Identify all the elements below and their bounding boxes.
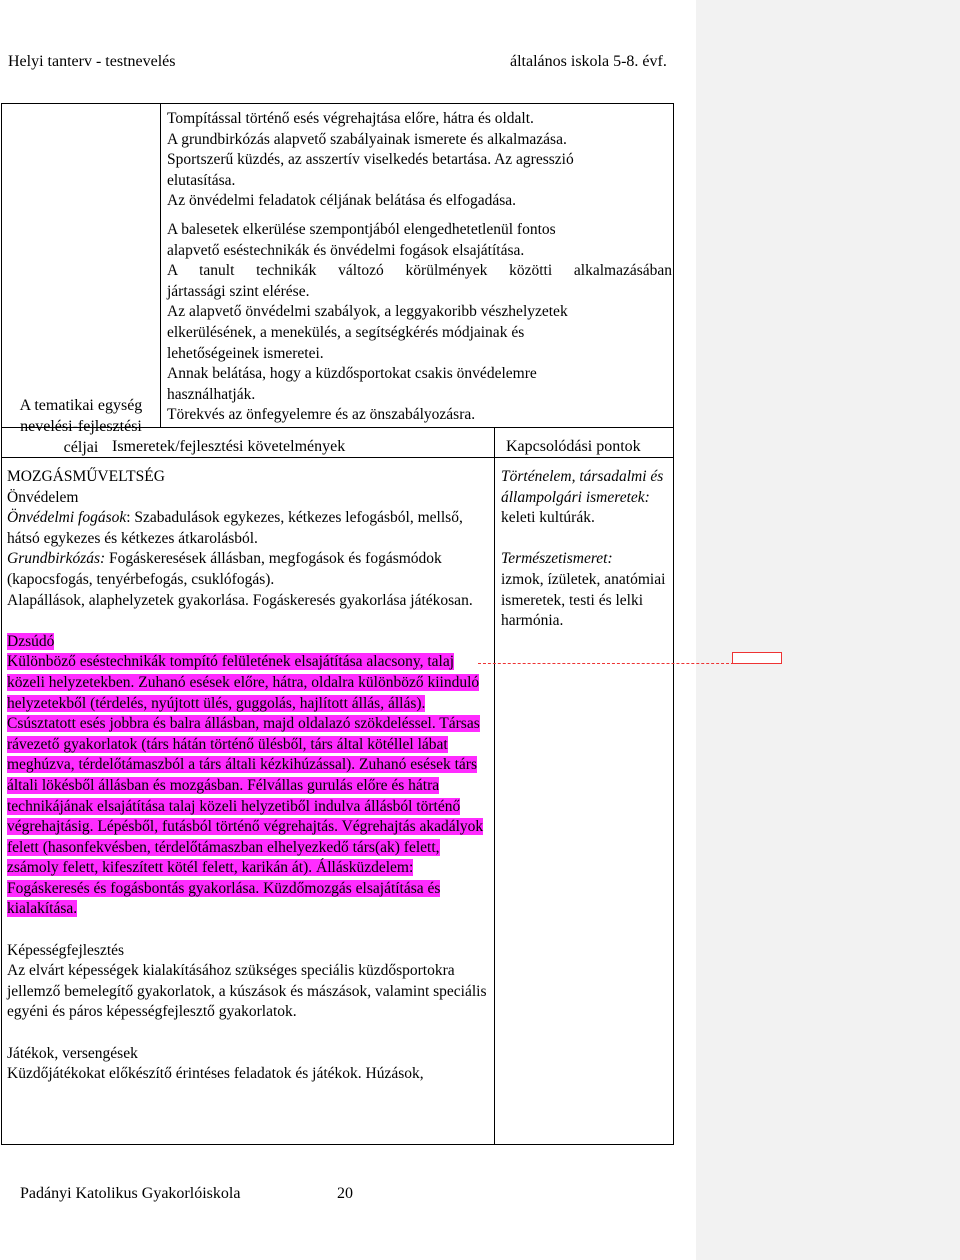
comment-connector bbox=[478, 663, 734, 664]
judo-title-text: Dzsúdó bbox=[7, 632, 55, 650]
goals-line: Az önvédelmi feladatok céljának belátása és elfogadása. bbox=[167, 192, 517, 210]
goals-line: A grundbirkózás alapvető szabályainak ismerete és alkalmazása. bbox=[167, 130, 567, 148]
self-defense-paragraph bbox=[7, 508, 493, 549]
self-defense-text: : Szabadulások egykezes, kétkezes lefogásból, mellső, hátsó egykezes és kétkezes átkarolásból. bbox=[7, 509, 463, 547]
judo-text: Különböző eséstechnikák tompító felületének elsajátítása alacsony, talaj közeli helyzetekben. Zuhanó esések előre, hátra, oldalra különböző kiinduló helyzetekből (térdelés, nyújtott ülés, guggolás, hajlított állás, állás). Csúsztatott esés jobbra és balra állásban, majd oldalazó szökdeléssel. Társas rávezető gyakorlatok (társ hátán történő ülésből, társ által kötéllel lábat meghúzva, térdelőtámaszból a társ általi kézkihúzással). Zuhanó esések társ általi lökésből állásban és mozgásban. Félvállas gurulás előre és hátra technikájának elsajátítása talaj közeli helyzetiből indulva állásból történő végrehajtásig. Lépésből, futásból történő végrehajtás. Végrehajtás akadályok felett (hasonfekvésben, térdelőtámaszban elhelyezkedő társ(ak) felett, zsámoly felett, kifeszített kötél felett, karikán át). Állásküzdelem: Fogáskeresés és fogásbontás gyakorlása. Küzdőmozgás elsajátítása és kialakítása. bbox=[7, 653, 484, 918]
goals-line: használhatják. bbox=[167, 385, 256, 403]
spacer bbox=[501, 529, 671, 550]
grund-text: Fogáskeresések állásban, megfogások és fogásmódok (kapocsfogás, tenyérbefogás, csuklófogás). bbox=[7, 550, 442, 588]
grund-paragraph bbox=[7, 549, 493, 590]
history-term: Történelem, társadalmi és állampolgári ismeretek: bbox=[501, 468, 664, 506]
header-left: Helyi tanterv - testnevelés bbox=[8, 53, 176, 70]
goals-line: A balesetek elkerülése szempontjából elengedhetetlenül fontos bbox=[167, 221, 556, 238]
goals-label-line: nevelési-fejlesztési bbox=[20, 418, 142, 435]
basic-positions-paragraph: Alapállások, alaphelyzetek gyakorlása. Fogáskeresés gyakorlása játékosan. bbox=[7, 591, 473, 609]
goals-block-2 bbox=[167, 220, 672, 426]
goals-line: elutasítása. bbox=[167, 171, 236, 189]
label-divider bbox=[160, 104, 161, 427]
section-heading: MOZGÁSMŰVELTSÉG bbox=[7, 468, 165, 485]
goals-line: alapvető eséstechnikák és önvédelmi fogások elsajátítása. bbox=[167, 241, 525, 259]
column-header-connections: Kapcsolódási pontok bbox=[506, 438, 641, 455]
goals-line: elkerülésének, a menekülés, a segítségkérés módjainak és bbox=[167, 323, 525, 341]
spacer bbox=[7, 920, 493, 941]
goals-line: Tompítással történő esés végrehajtása előre, hátra és oldalt. bbox=[167, 110, 534, 127]
self-defense-term: Önvédelmi fogások bbox=[7, 509, 127, 527]
goals-line: Az alapvető önvédelmi szabályok, a leggyakoribb vészhelyzetek bbox=[167, 303, 568, 321]
goals-line: Sportszerű küzdés, az asszertív viselkedés betartása. Az agresszió bbox=[167, 151, 574, 169]
science-term: Természetismeret: bbox=[501, 550, 613, 568]
grund-term: Grundbirkózás: bbox=[7, 550, 106, 568]
judo-paragraph bbox=[7, 652, 493, 920]
goals-line: lehetőségeinek ismeretei. bbox=[167, 344, 324, 362]
spacer bbox=[7, 1023, 493, 1044]
judo-title bbox=[7, 632, 493, 653]
page-number: 20 bbox=[337, 1185, 353, 1202]
history-text: keleti kultúrák. bbox=[501, 509, 595, 527]
requirements-content bbox=[7, 467, 493, 1085]
science-text: izmok, ízületek, anatómiai ismeretek, testi és lelki harmónia. bbox=[501, 570, 666, 630]
ability-paragraph: Az elvárt képességek kialakításához szükséges speciális küzdősportokra jellemző bemelegítő gyakorlatok, a kúszások és mászások, valamint speciális egyéni és páros képességfejlesztő gyakorlatok. bbox=[7, 962, 487, 1021]
games-title: Játékok, versengések bbox=[7, 1044, 138, 1062]
header-right: általános iskola 5-8. évf. bbox=[510, 53, 667, 70]
column-header-requirements: Ismeretek/fejlesztési követelmények bbox=[112, 438, 346, 455]
goals-line: Annak belátása, hogy a küzdősportokat csakis önvédelemre bbox=[167, 365, 537, 383]
section-subheading: Önvédelem bbox=[7, 488, 79, 506]
goals-block-1 bbox=[167, 109, 667, 212]
spacer bbox=[7, 611, 493, 632]
history-connection bbox=[501, 467, 671, 529]
column-divider bbox=[494, 427, 495, 1144]
games-paragraph: Küzdőjátékokat előkészítő érintéses feladatok és játékok. Húzások, bbox=[7, 1065, 424, 1083]
comment-marker[interactable] bbox=[732, 652, 782, 664]
goals-label-line: A tematikai egység bbox=[19, 397, 143, 414]
curriculum-table bbox=[1, 103, 674, 1145]
ability-title: Képességfejlesztés bbox=[7, 941, 125, 959]
goals-line: A tanult technikák változó körülmények közötti alkalmazásában bbox=[167, 262, 672, 280]
goals-line: jártassági szint elérése. bbox=[167, 282, 310, 300]
right-margin-panel bbox=[696, 0, 960, 1260]
connections-content bbox=[501, 467, 671, 632]
goals-line: Törekvés az önfegyelemre és az önszabályozásra. bbox=[167, 406, 476, 424]
goals-label-line: céljai bbox=[63, 439, 99, 456]
footer-school: Padányi Katolikus Gyakorlóiskola bbox=[20, 1185, 241, 1202]
